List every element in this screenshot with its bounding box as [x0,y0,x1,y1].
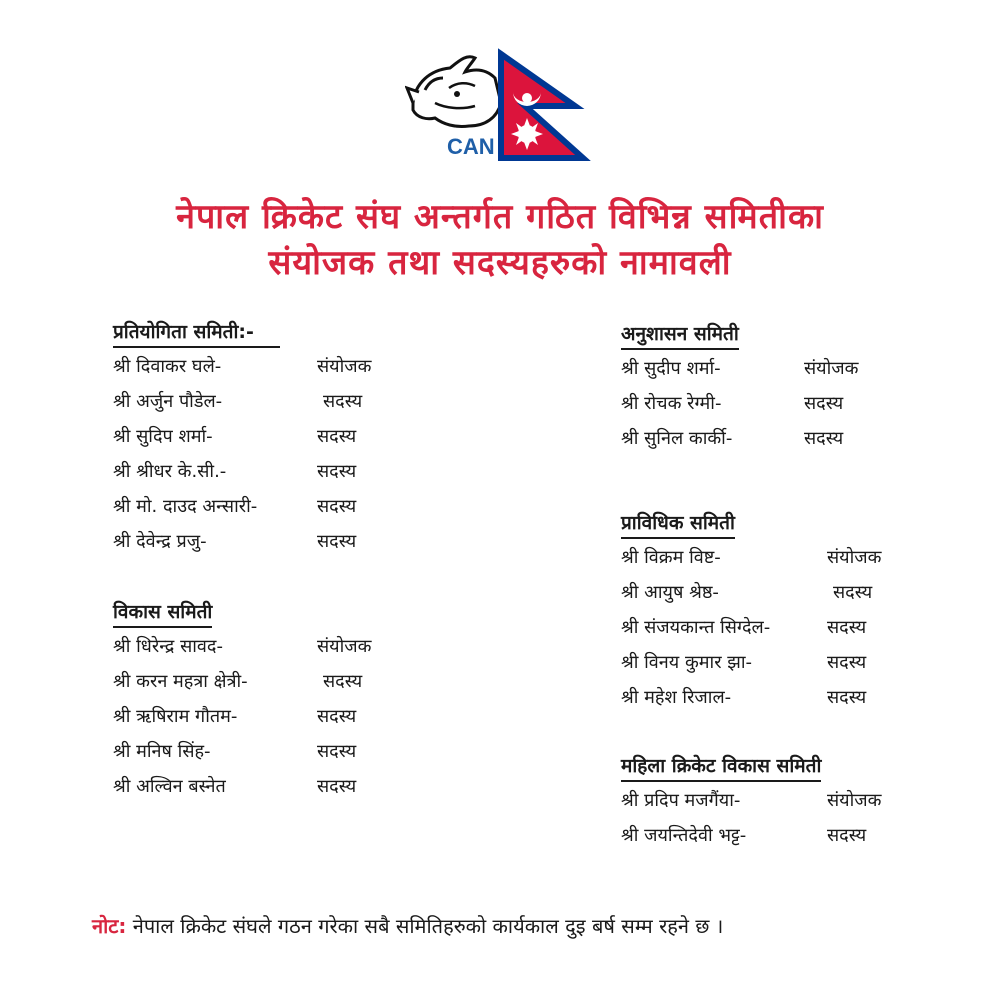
member-row [113,733,403,768]
member-row [621,385,901,420]
member-role: सदस्य [827,652,867,673]
member-role: सदस्य [804,393,844,414]
member-name: श्री सुनिल कार्की- [621,428,733,449]
member-name: श्री विनय कुमार झा- [621,652,753,673]
member-name: श्री धिरेन्द्र सावद- [113,636,223,657]
member-row [621,644,921,679]
member-row [621,782,921,817]
section-heading: महिला क्रिकेट विकास समिती [621,752,821,782]
member-role: सदस्य [323,671,363,692]
member-row [113,418,403,453]
member-role: सदस्य [833,582,873,603]
member-role: संयोजक [317,636,372,657]
section-pratiyogita [113,318,403,558]
title-line-2: संयोजक तथा सदस्यहरुको नामावली [268,243,732,283]
member-row [621,574,921,609]
member-name: श्री विक्रम विष्ट- [621,547,721,568]
member-name: श्री सुदीप शर्मा- [621,358,721,379]
note-text: नेपाल क्रिकेट संघले गठन गरेका सबै समितिहरुको कार्यकाल दुइ बर्ष सम्म रहने छ । [132,914,724,938]
member-row [113,628,403,663]
member-row [621,539,921,574]
member-name: श्री अल्विन बस्नेत [113,776,226,797]
member-row [113,348,403,383]
member-name: श्री अर्जुन पौडेल- [113,391,223,412]
member-name: श्री प्रदिप मजगैंया- [621,790,741,811]
member-row [621,609,921,644]
member-name: श्री करन महत्रा क्षेत्री- [113,671,248,692]
member-role: संयोजक [827,547,882,568]
footer-note [92,912,723,939]
member-name: श्री श्रीधर के.सी.- [113,461,227,482]
member-row [621,350,901,385]
section-heading: प्रतियोगिता समिती:- [113,318,280,348]
member-name: श्री जयन्तिदेवी भट्ट- [621,825,747,846]
member-name: श्री मनिष सिंह- [113,741,211,762]
member-name: श्री महेश रिजाल- [621,687,732,708]
member-role: सदस्य [317,461,357,482]
section-prabidhik [621,509,921,714]
member-row [621,420,901,455]
member-row [621,817,921,852]
section-heading: अनुशासन समिती [621,320,739,350]
member-row [621,679,921,714]
note-label: नोट: [92,914,127,938]
member-name: श्री सुदिप शर्मा- [113,426,213,447]
member-row [113,768,403,803]
member-row [113,488,403,523]
member-role: सदस्य [317,706,357,727]
member-row [113,453,403,488]
member-row [113,663,403,698]
member-role: सदस्य [317,496,357,517]
member-row [113,698,403,733]
member-name: श्री आयुष श्रेष्ठ- [621,582,719,603]
member-role: संयोजक [804,358,859,379]
member-role: संयोजक [827,790,882,811]
title-line-1: नेपाल क्रिकेट संघ अन्तर्गत गठित विभिन्न समितीका [176,197,824,237]
member-role: सदस्य [827,617,867,638]
member-name: श्री संजयकान्त सिग्देल- [621,617,771,638]
member-role: सदस्य [323,391,363,412]
member-row [113,383,403,418]
section-anushasan [621,320,901,455]
section-heading: विकास समिती [113,598,212,628]
rhino-flag-logo-icon [405,48,595,163]
member-role: सदस्य [317,741,357,762]
member-role: सदस्य [804,428,844,449]
member-role: सदस्य [827,687,867,708]
member-name: श्री रोचक रेग्मी- [621,393,722,414]
member-role: संयोजक [317,356,372,377]
member-row [113,523,403,558]
member-name: श्री दिवाकर घले- [113,356,222,377]
member-role: सदस्य [317,531,357,552]
member-name: श्री मो. दाउद अन्सारी- [113,496,258,517]
member-name: श्री ऋषिराम गौतम- [113,706,238,727]
section-bikas [113,598,403,803]
section-mahila [621,752,921,852]
member-name: श्री देवेन्द्र प्रजु- [113,531,207,552]
member-role: सदस्य [317,776,357,797]
member-role: सदस्य [317,426,357,447]
member-role: सदस्य [827,825,867,846]
logo-text: CAN [447,134,495,159]
section-heading: प्राविधिक समिती [621,509,735,539]
